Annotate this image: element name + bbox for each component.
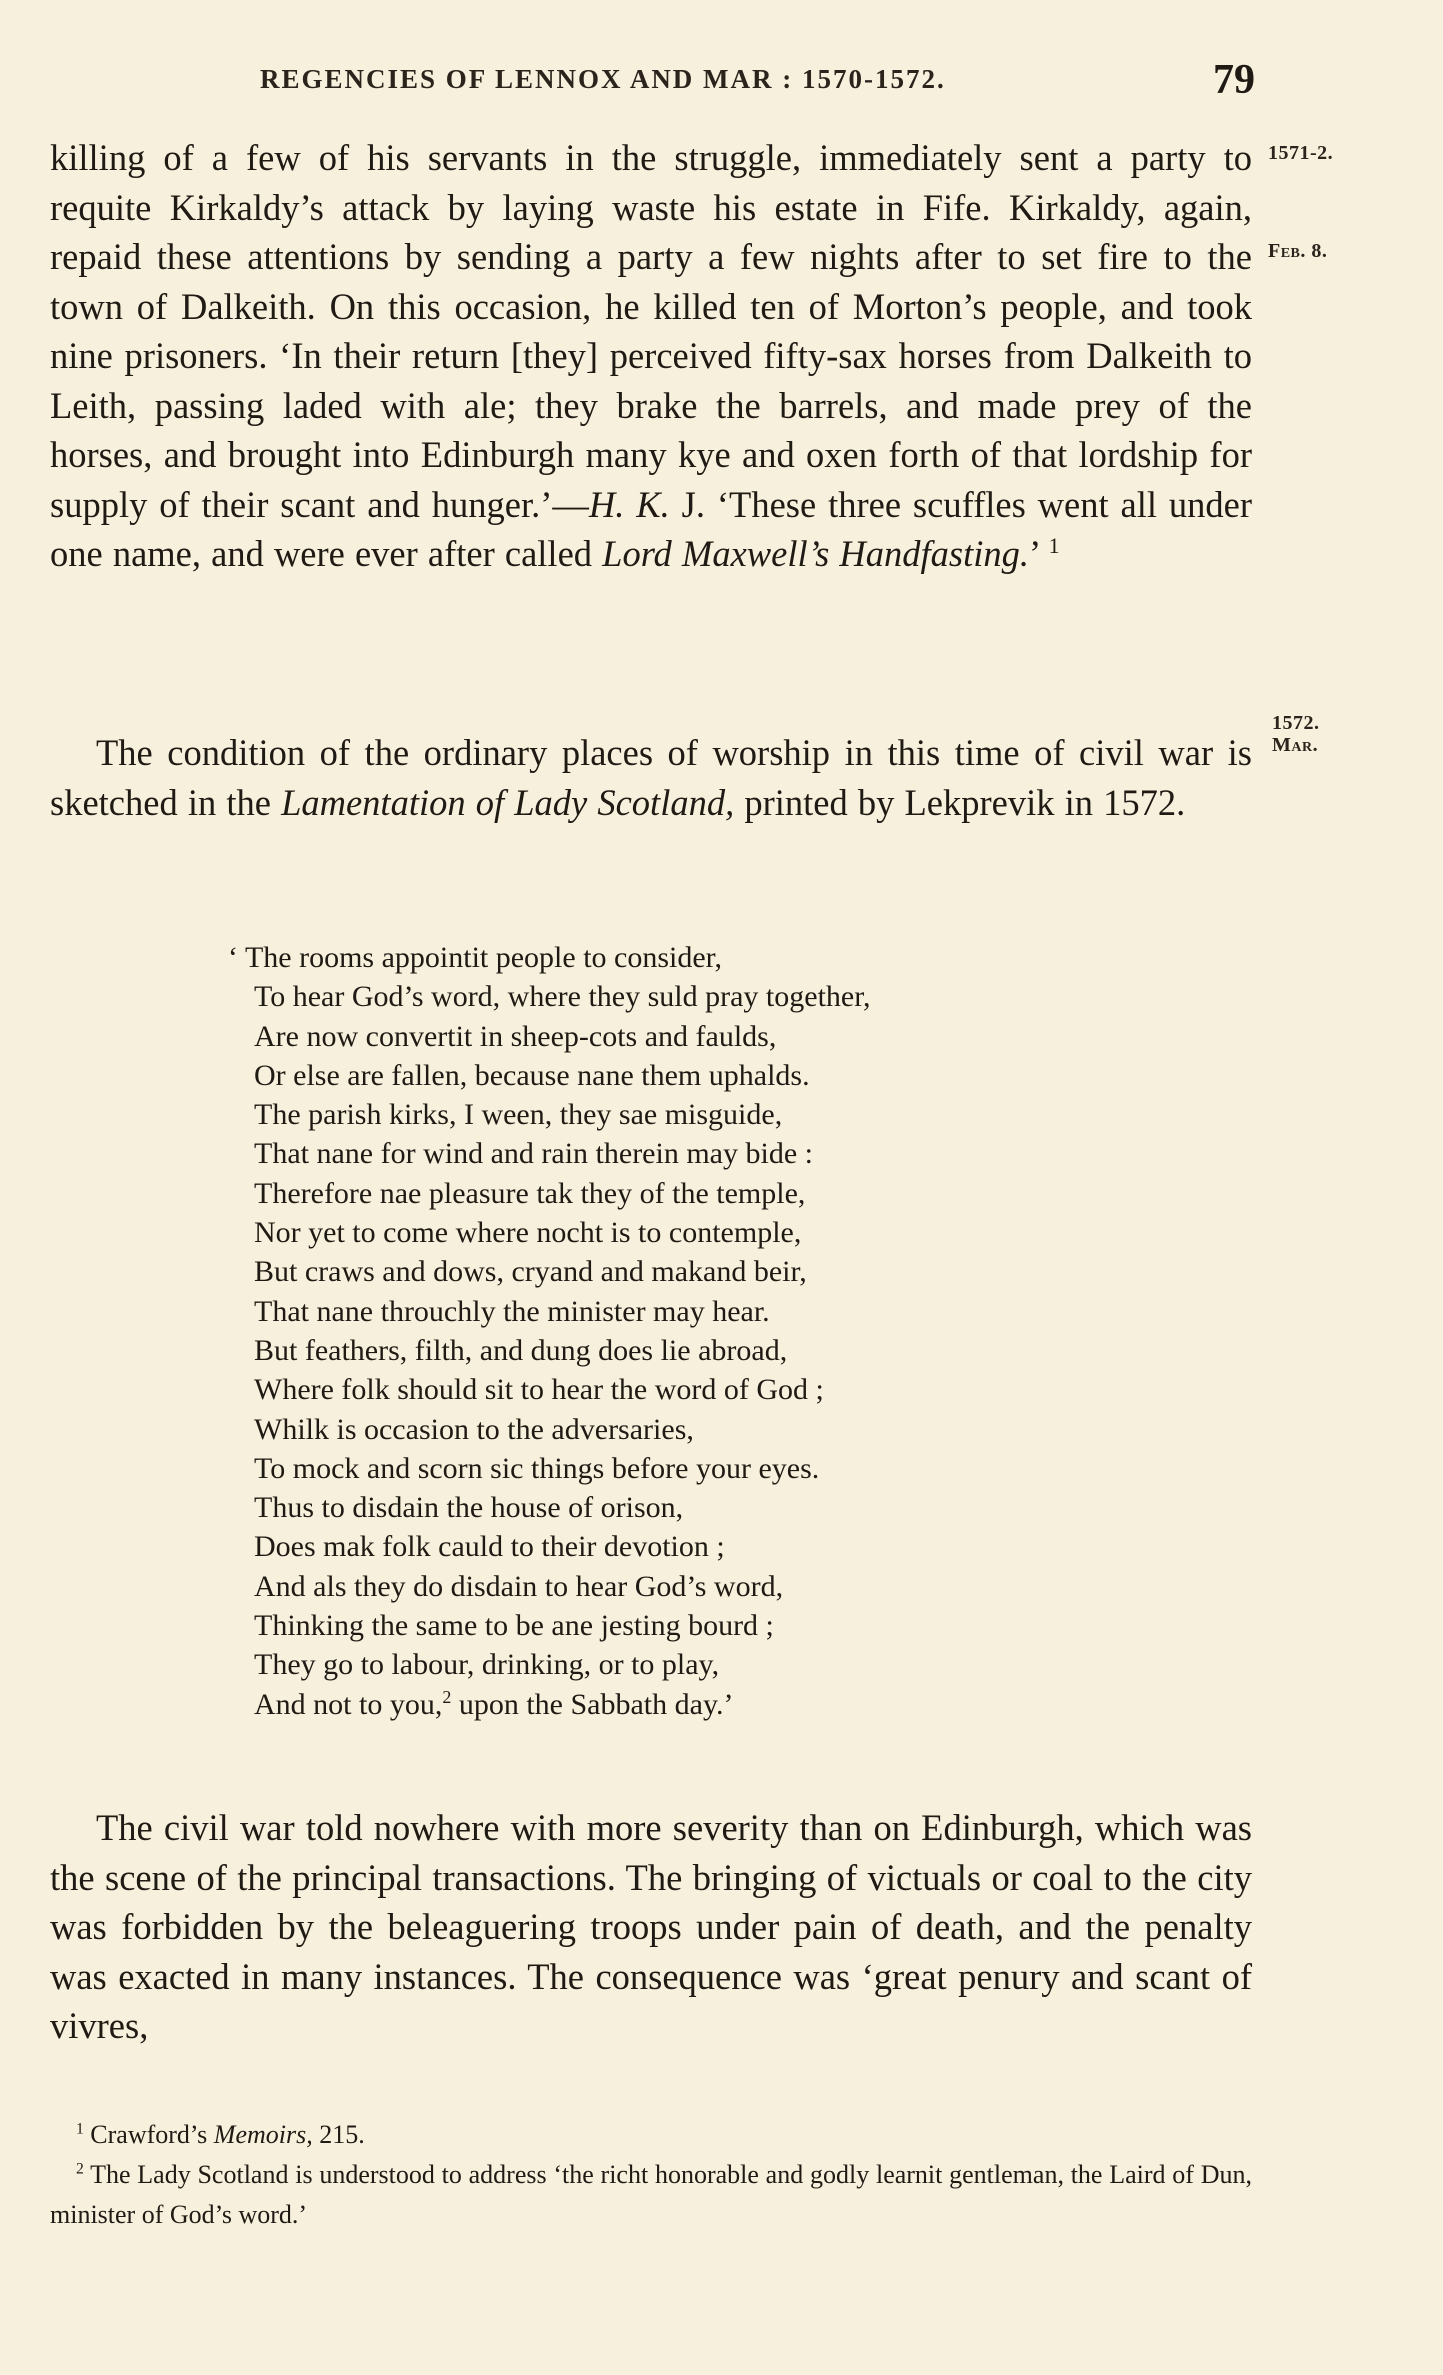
margin-note-year-1572: 1572. <box>1272 712 1320 734</box>
poem-line: Thinking the same to be ane jesting bourd ; <box>254 1609 774 1643</box>
poem-excerpt <box>228 938 1128 1724</box>
paragraph-1 <box>50 133 1252 579</box>
footnote-2-marker: 2 <box>76 2160 84 2178</box>
poem-line: Therefore nae pleasure tak they of the temple, <box>254 1176 806 1210</box>
running-title: REGENCIES OF LENNOX AND MAR : 1570-1572. <box>260 64 946 94</box>
page-number: 79 <box>1213 57 1255 103</box>
poem-line: And als they do disdain to hear God’s word, <box>254 1569 784 1603</box>
footnote-1-page: 215. <box>312 2120 365 2149</box>
paragraph-1-text: killing of a few of his servants in the struggle, immediately sent a party to requite Kirkaldy’s attack by laying waste his estate in Fife. Kirkaldy, again, repaid these attentions by sending a party a few nights after to set fire to the town of Dalkeith. On this occasion, he killed ten of Morton’s people, and took nine prisoners. ‘In their return [they] perceived fifty-sax horses from Dalkeith to Leith, passing laded with ale; they brake the barrels, and made prey of the horses, and brought into Edinburgh many kye and oxen forth of that lordship for supply of their scant and hunger.’— <box>50 137 1252 525</box>
poem-line: Does mak folk cauld to their devotion ; <box>254 1530 725 1564</box>
footnote-1-text: Crawford’s <box>83 2120 214 2149</box>
footnote-2 <box>50 2155 1252 2235</box>
poem-line: ‘ The rooms appointit people to consider, <box>228 941 722 974</box>
paragraph-3-text: The civil war told nowhere with more severity than on Edinburgh, which was the scene of the principal transactions. The bringing of victuals or coal to the city was forbidden by the beleaguering troops under pain of death, and the penalty was exacted in many instances. The consequence was ‘great penury and scant of vivres, <box>50 1807 1252 2046</box>
poem-line: The parish kirks, I ween, they sae misguide, <box>254 1098 783 1132</box>
closing-quote: ’ <box>1029 533 1039 574</box>
lamentation-title: Lamentation of Lady Scotland, <box>281 781 735 823</box>
margin-note-feb-8: Feb. 8. <box>1268 240 1328 262</box>
paragraph-3 <box>50 1803 1252 2051</box>
footnote-1-italic: Memoirs, <box>213 2120 313 2149</box>
paragraph-2-text: The condition of the ordinary places of worship in this time of civil war is sketched in the <box>50 732 1252 823</box>
poem-line: Where folk should sit to hear the word of God ; <box>254 1373 824 1407</box>
poem-line: Nor yet to come where nocht is to contemple, <box>254 1216 802 1250</box>
footnote-1-marker: 1 <box>76 2120 84 2138</box>
paragraph-1-text-continued: J. ‘These three scuffles went all under one name, and were ever after called <box>50 483 1252 574</box>
poem-line: But feathers, filth, and dung does lie abroad, <box>254 1333 788 1367</box>
poem-line: Thus to disdain the house of orison, <box>254 1491 684 1525</box>
paragraph-2 <box>50 728 1252 827</box>
margin-note-year-1571: 1571-2. <box>1268 142 1334 164</box>
poem-last-line-end: upon the Sabbath day.’ <box>451 1687 734 1721</box>
footnote-2-text: The Lady Scotland is understood to address ‘the richt honorable and godly learnit gentleman, the Laird of Dun, minister of God’s word.’ <box>50 2160 1252 2229</box>
poem-line: To hear God’s word, where they suld pray together, <box>254 980 871 1014</box>
footnote-ref-2: 2 <box>442 1686 452 1707</box>
footnote-1 <box>50 2115 1252 2155</box>
running-header <box>260 57 1255 103</box>
poem-last-line-start: And not to you, <box>254 1687 443 1721</box>
margin-note-mar: Mar. <box>1272 734 1319 756</box>
poem-line: But craws and dows, cryand and makand beir, <box>254 1255 807 1289</box>
handfasting-title: Lord Maxwell’s Handfasting. <box>602 533 1030 574</box>
source-abbreviation: H. K. <box>588 483 670 525</box>
footnotes <box>50 2115 1252 2235</box>
poem-line: That nane throuchly the minister may hear. <box>254 1294 770 1328</box>
poem-line: Or else are fallen, because nane them uphalds. <box>254 1058 810 1092</box>
poem-line: Are now convertit in sheep-cots and faulds, <box>254 1019 777 1053</box>
poem-line: That nane for wind and rain therein may bide : <box>254 1137 813 1171</box>
poem-line: They go to labour, drinking, or to play, <box>254 1648 720 1682</box>
poem-line: To mock and scorn sic things before your eyes. <box>254 1451 820 1485</box>
footnote-ref-1: 1 <box>1048 532 1060 558</box>
poem-line: Whilk is occasion to the adversaries, <box>254 1412 694 1446</box>
paragraph-2-text-continued: printed by Lekprevik in 1572. <box>734 781 1186 823</box>
poem-line-last <box>228 1685 1128 1724</box>
